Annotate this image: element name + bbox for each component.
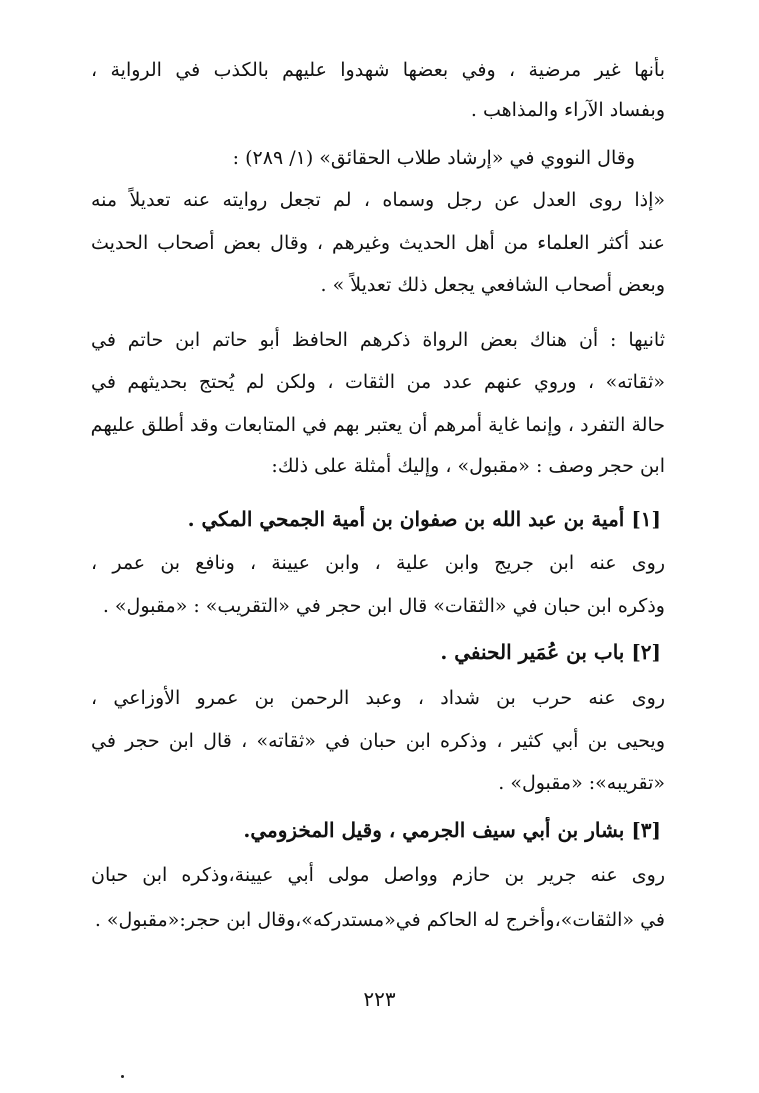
entry-heading: [٢] باب بن عُمَير الحنفي . [440, 640, 661, 664]
text-line: ابن حجر وصف : «مقبول» ، وإليك أمثلة على ذلك: [271, 455, 665, 477]
quote-line: «إذا روى العدل عن رجل وسماه ، لم تجعل روايته عنه تعديلاً منه [91, 189, 665, 211]
entry-line: ويحيى بن أبي كثير ، وذكره ابن حبان في «ثقاته» ، قال ابن حجر في [91, 730, 665, 752]
text-line: حالة التفرد ، وإنما غاية أمرهم أن يعتبر بهم في المتابعات وقد أطلق عليهم [91, 414, 665, 436]
scan-speck [121, 1075, 124, 1078]
text-line: ثانيها : أن هناك بعض الرواة ذكرهم الحافظ أبو حاتم ابن حاتم في [91, 329, 665, 351]
quote-line: عند أكثر العلماء من أهل الحديث وغيرهم ، وقال بعض أصحاب الحديث [91, 232, 665, 254]
entry-heading: [٣] بشار بن أبي سيف الجرمي ، وقيل المخزومي. [243, 818, 661, 842]
entry-line: روى عنه جرير بن حازم وواصل مولى أبي عيينة،وذكره ابن حبان [91, 864, 665, 886]
text-line: وبفساد الآراء والمذاهب . [470, 99, 665, 121]
entry-line: «تقريبه»: «مقبول» . [498, 772, 665, 794]
entry-line: روى عنه حرب بن شداد ، وعبد الرحمن بن عمرو الأوزاعي ، [91, 687, 665, 709]
text-line: «ثقاته» ، وروي عنهم عدد من الثقات ، ولكن لم يُحتج بحديثهم في [91, 371, 665, 393]
entry-line: في «الثقات»،وأخرج له الحاكم في«مستدركه»،وقال ابن حجر:«مقبول» . [94, 909, 665, 931]
entry-heading: [١] أمية بن عبد الله بن صفوان بن أمية الجمحي المكي . [187, 507, 661, 531]
entry-line: روى عنه ابن جريج وابن علية ، وابن عيينة ، ونافع بن عمر ، [91, 552, 665, 574]
text-line: بأنها غير مرضية ، وفي بعضها شهدوا عليهم بالكذب في الرواية ، [91, 59, 665, 81]
quote-line: وبعض أصحاب الشافعي يجعل ذلك تعديلاً » . [320, 274, 665, 296]
page-number: ٢٢٣ [363, 987, 396, 1011]
entry-line: وذكره ابن حبان في «الثقات» قال ابن حجر في «التقريب» : «مقبول» . [102, 595, 665, 617]
text-line: وقال النووي في «إرشاد طلاب الحقائق» (١/ ٢٨٩) : [232, 147, 635, 169]
